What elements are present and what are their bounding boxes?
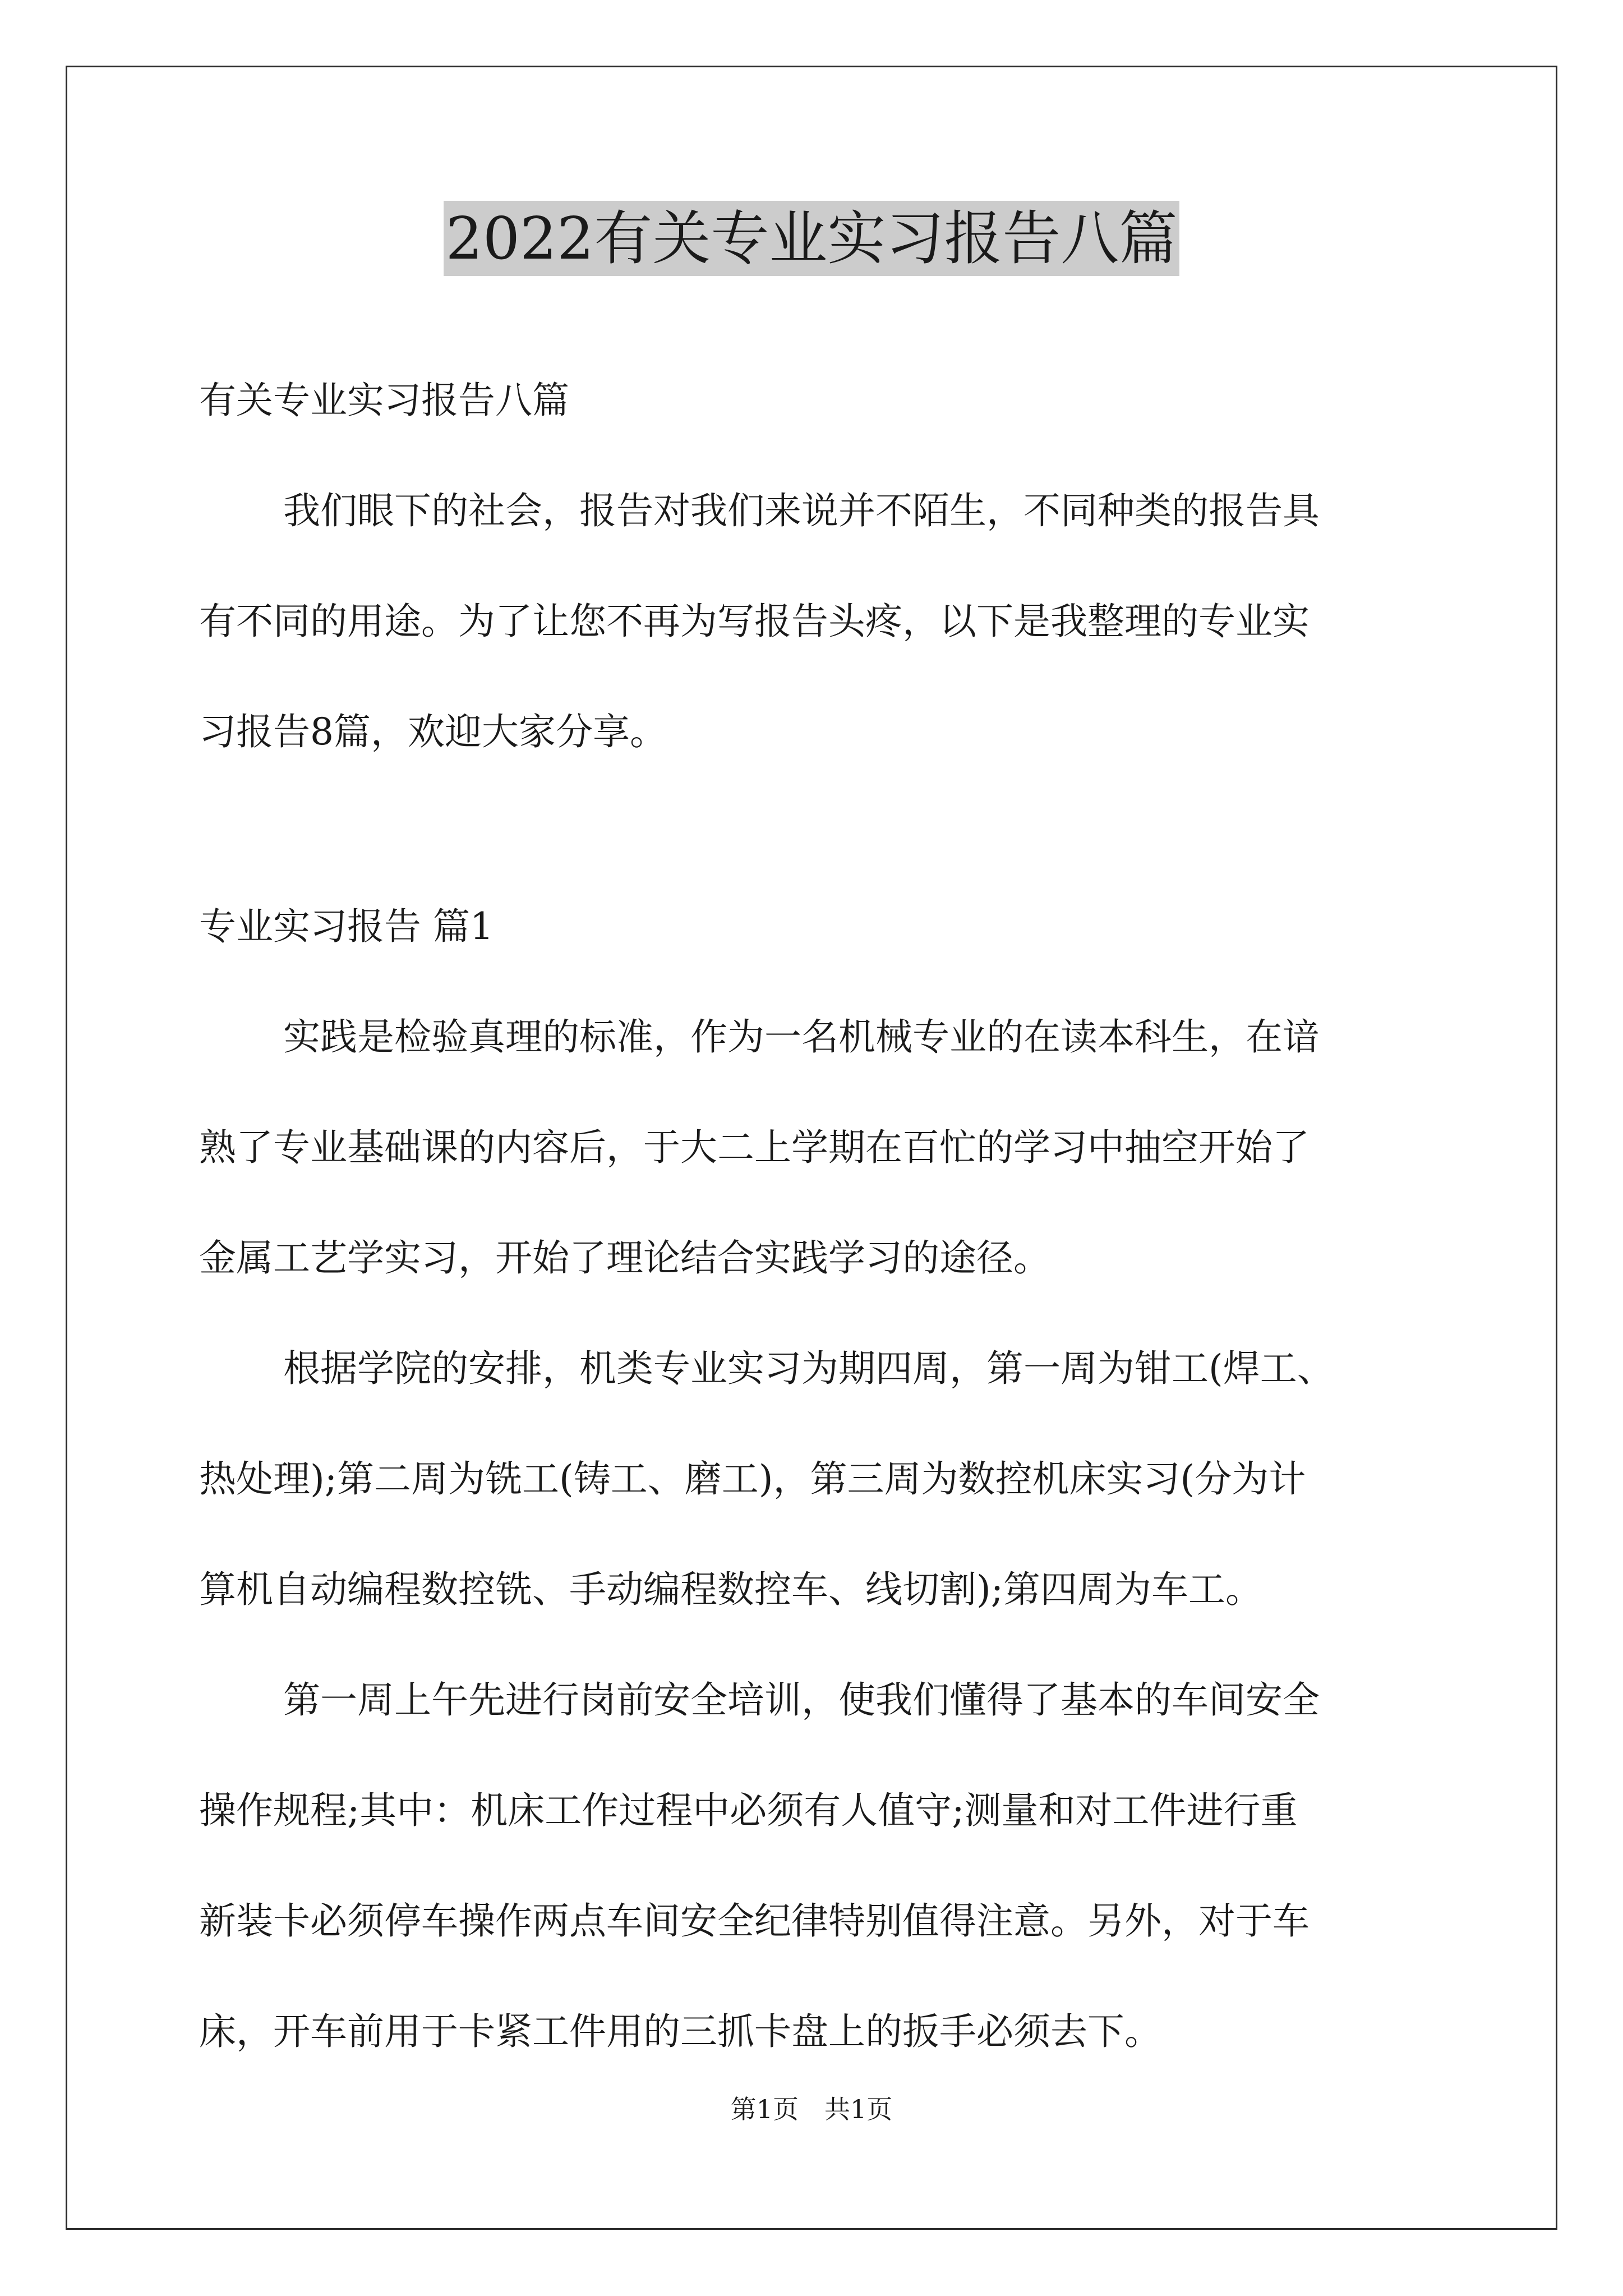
intro-line-2: 有不同的用途。为了让您不再为写报告头疼，以下是我整理的专业实	[199, 600, 1310, 643]
para1-line-2: 熟了专业基础课的内容后，于大二上学期在百忙的学习中抽空开始了	[199, 1126, 1310, 1169]
para2-line-2: 热处理);第二周为铣工(铸工、磨工)，第三周为数控机床实习(分为计	[199, 1457, 1306, 1501]
intro-line-3: 习报告8篇，欢迎大家分享。	[199, 710, 667, 753]
document-title	[0, 199, 1623, 278]
document-title-text: 2022有关专业实习报告八篇	[444, 201, 1180, 276]
para3-line-3: 新装卡必须停车操作两点车间安全纪律特别值得注意。另外，对于车	[199, 1899, 1310, 1943]
para2-line-1: 根据学院的安排，机类专业实习为期四周，第一周为钳工(焊工、	[283, 1347, 1334, 1390]
subtitle: 有关专业实习报告八篇	[199, 379, 569, 422]
section-heading: 专业实习报告 篇1	[199, 905, 494, 948]
para1-line-1: 实践是检验真理的标准，作为一名机械专业的在读本科生，在谙	[283, 1015, 1320, 1059]
para3-line-4: 床，开车前用于卡紧工件用的三抓卡盘上的扳手必须去下。	[199, 2010, 1161, 2053]
document-body	[199, 345, 1438, 2087]
para2-line-3: 算机自动编程数控铣、手动编程数控车、线切割);第四周为车工。	[199, 1568, 1262, 1611]
section-gap	[199, 787, 1438, 871]
para3-line-2: 操作规程;其中：机床工作过程中必须有人值守;测量和对工件进行重	[199, 1789, 1298, 1832]
page-footer: 第1页 共1页	[730, 2094, 893, 2124]
para3-line-1: 第一周上午先进行岗前安全培训，使我们懂得了基本的车间安全	[283, 1678, 1320, 1722]
intro-line-1: 我们眼下的社会，报告对我们来说并不陌生，不同种类的报告具	[283, 489, 1320, 532]
para1-line-3: 金属工艺学实习，开始了理论结合实践学习的途径。	[199, 1236, 1050, 1280]
